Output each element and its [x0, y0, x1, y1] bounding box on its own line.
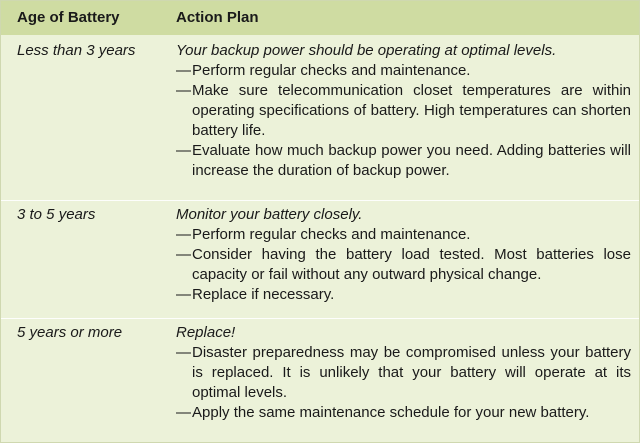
dash-glyph: —: [176, 286, 191, 303]
plan-step-text: Perform regular checks and maintenance.: [192, 62, 471, 79]
table-header: [1, 1, 639, 35]
plan-step-text: Apply the same maintenance schedule for your new battery.: [192, 404, 590, 421]
plan-step-text: Make sure telecommunication closet temperatures are within operating specifications of battery. High temperatures can shorten battery life.: [192, 82, 631, 139]
row-divider: [1, 200, 639, 201]
plan-cell: [176, 323, 631, 423]
age-cell: 5 years or more: [17, 324, 123, 341]
plan-step-text: Perform regular checks and maintenance.: [192, 226, 471, 243]
age-cell: 3 to 5 years: [17, 206, 96, 223]
plan-step: [176, 141, 631, 181]
plan-step: [176, 225, 631, 245]
dash-glyph: —: [176, 142, 191, 159]
dash-glyph: —: [176, 62, 191, 79]
plan-lead: Your backup power should be operating at optimal levels.: [176, 42, 557, 59]
plan-cell: [176, 41, 631, 181]
dash-glyph: —: [176, 344, 191, 361]
plan-step-text: Replace if necessary.: [192, 286, 335, 303]
dash-glyph: —: [176, 246, 191, 263]
header-age-of-battery: Age of Battery: [17, 9, 120, 26]
plan-step: [176, 403, 631, 423]
plan-lead: Replace!: [176, 324, 236, 341]
plan-steps: [176, 61, 631, 181]
plan-step: [176, 61, 631, 81]
plan-steps: [176, 343, 631, 423]
plan-step-text: Consider having the battery load tested. Most batteries lose capacity or fail without any outward physical change.: [192, 246, 631, 283]
plan-lead: Monitor your battery closely.: [176, 206, 363, 223]
plan-step: [176, 81, 631, 141]
plan-cell: [176, 205, 631, 305]
dash-glyph: —: [176, 404, 191, 421]
plan-step: [176, 343, 631, 403]
header-action-plan: Action Plan: [176, 9, 259, 26]
plan-steps: [176, 225, 631, 305]
age-cell: Less than 3 years: [17, 42, 136, 59]
dash-glyph: —: [176, 226, 191, 243]
plan-step: [176, 245, 631, 285]
row-divider: [1, 318, 639, 319]
dash-glyph: —: [176, 82, 191, 99]
plan-step-text: Evaluate how much backup power you need. Adding batteries will increase the duration of backup power.: [192, 142, 631, 179]
plan-step: [176, 285, 631, 305]
plan-step-text: Disaster preparedness may be compromised unless your battery is replaced. It is unlikely that your battery will operate at its optimal levels.: [192, 344, 631, 401]
